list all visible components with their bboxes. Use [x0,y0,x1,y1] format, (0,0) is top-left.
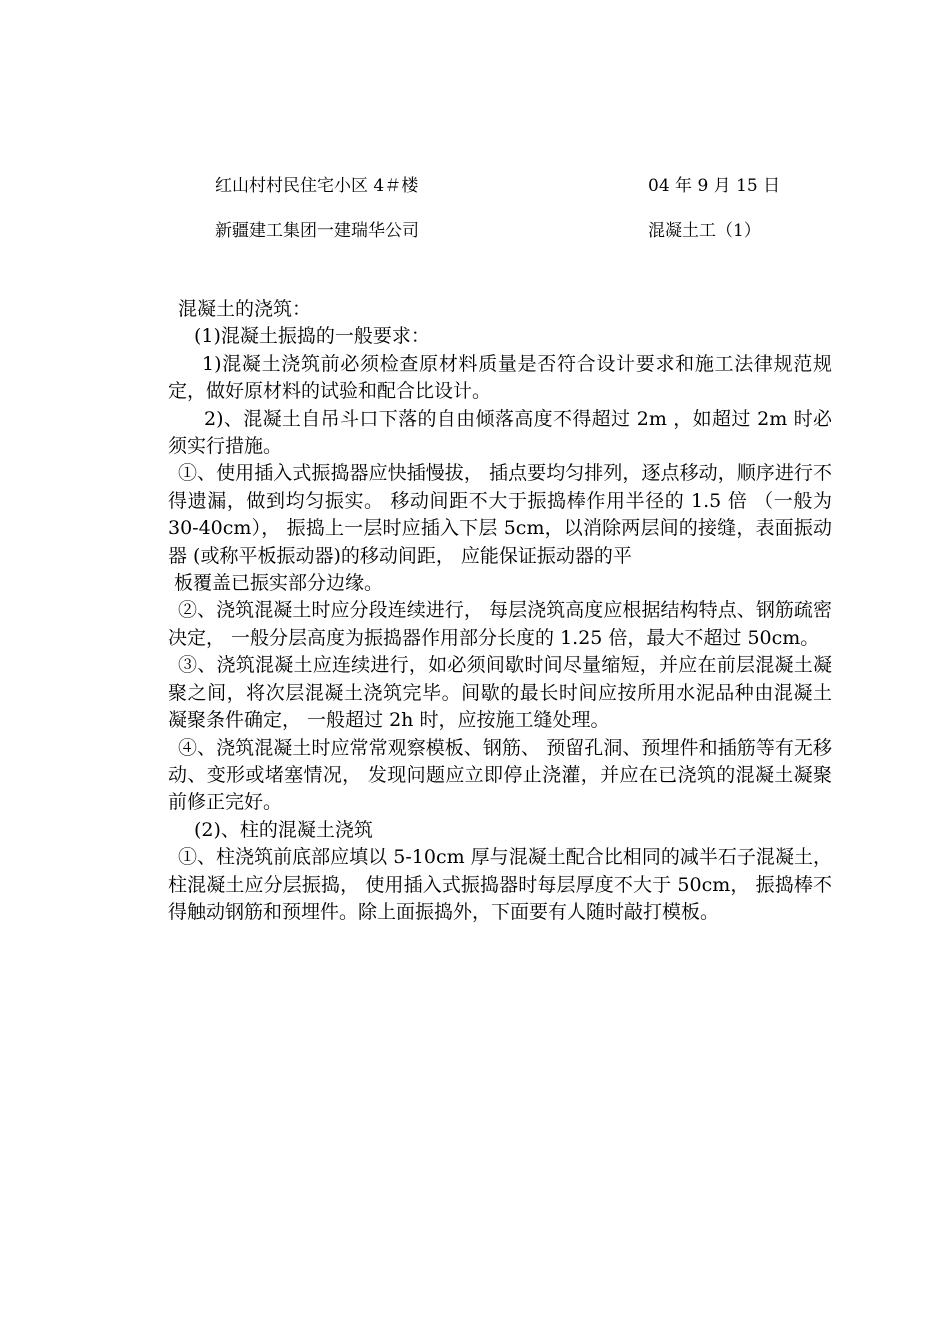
trade-label: 混凝土工（1） [648,221,761,241]
paragraph-item-1: 1)混凝土浇筑前必须检查原材料质量是否符合设计要求和施工法律规范规定，做好原材料的试验和配合比设计。 [168,352,832,403]
paragraph-circle-2: ②、浇筑混凝土时应分段连续进行， 每层浇筑高度应根据结构特点、钢筋疏密决定， 一般分层高度为振捣器作用部分长度的 1.25 倍，最大不超过 50cm。 [168,599,832,649]
section-heading-column: (2)、柱的混凝土浇筑 [194,818,373,841]
section-heading-vibration: (1)混凝土振捣的一般要求： [194,325,430,348]
paragraph-circle-1-continuation: 板覆盖已振实部分边缘。 [174,572,384,595]
paragraph-item-2: 2)、混凝土自吊斗口下落的自由倾落高度不得超过 2m ，如超过 2m 时必须实行措施。 [168,407,832,458]
paragraph-circle-4: ④、浇筑混凝土时应常常观察模板、钢筋、 预留孔洞、预埋件和插筋等有无移动、变形或堵塞情况， 发现问题应立即停止浇灌，并应在已浇筑的混凝土凝聚前修正完好。 [168,736,832,814]
document-body [168,296,832,926]
paragraph-circle-3: ③、浇筑混凝土应连续进行，如必须间歇时间尽量缩短，并应在前层混凝土凝聚之间，将次层混凝土浇筑完毕。间歇的最长时间应按所用水泥品种由混凝土凝聚条件确定， 一般超过 2h 时，应按施工缝处理。 [168,654,832,732]
paragraph-circle-1: ①、使用插入式振捣器应快插慢拔， 插点要均匀排列，逐点移动，顺序进行不得遗漏，做到均匀振实。 移动间距不大于振捣棒作用半径的 1.5 倍 （一般为 30-40cm）， 振捣上一层时应插入下层 5cm，以消除两层间的接缝，表面振动器 (或称平板振动器)的移动间距， 应能保证振动器的平 [168,462,832,567]
project-name: 红山村村民住宅小区 4＃楼 [215,176,419,196]
document-date: 04 年 9 月 15 日 [648,176,781,196]
paragraph-circle-5: ①、柱浇筑前底部应填以 5-10cm 厚与混凝土配合比相同的减半石子混凝土，柱混凝土应分层振捣， 使用插入式振捣器时每层厚度不大于 50cm， 振捣棒不得触动钢筋和预埋件。除上面振捣外，下面要有人随时敲打模板。 [168,846,832,923]
company-name: 新疆建工集团一建瑞华公司 [215,221,419,241]
section-title: 混凝土的浇筑： [178,298,312,320]
